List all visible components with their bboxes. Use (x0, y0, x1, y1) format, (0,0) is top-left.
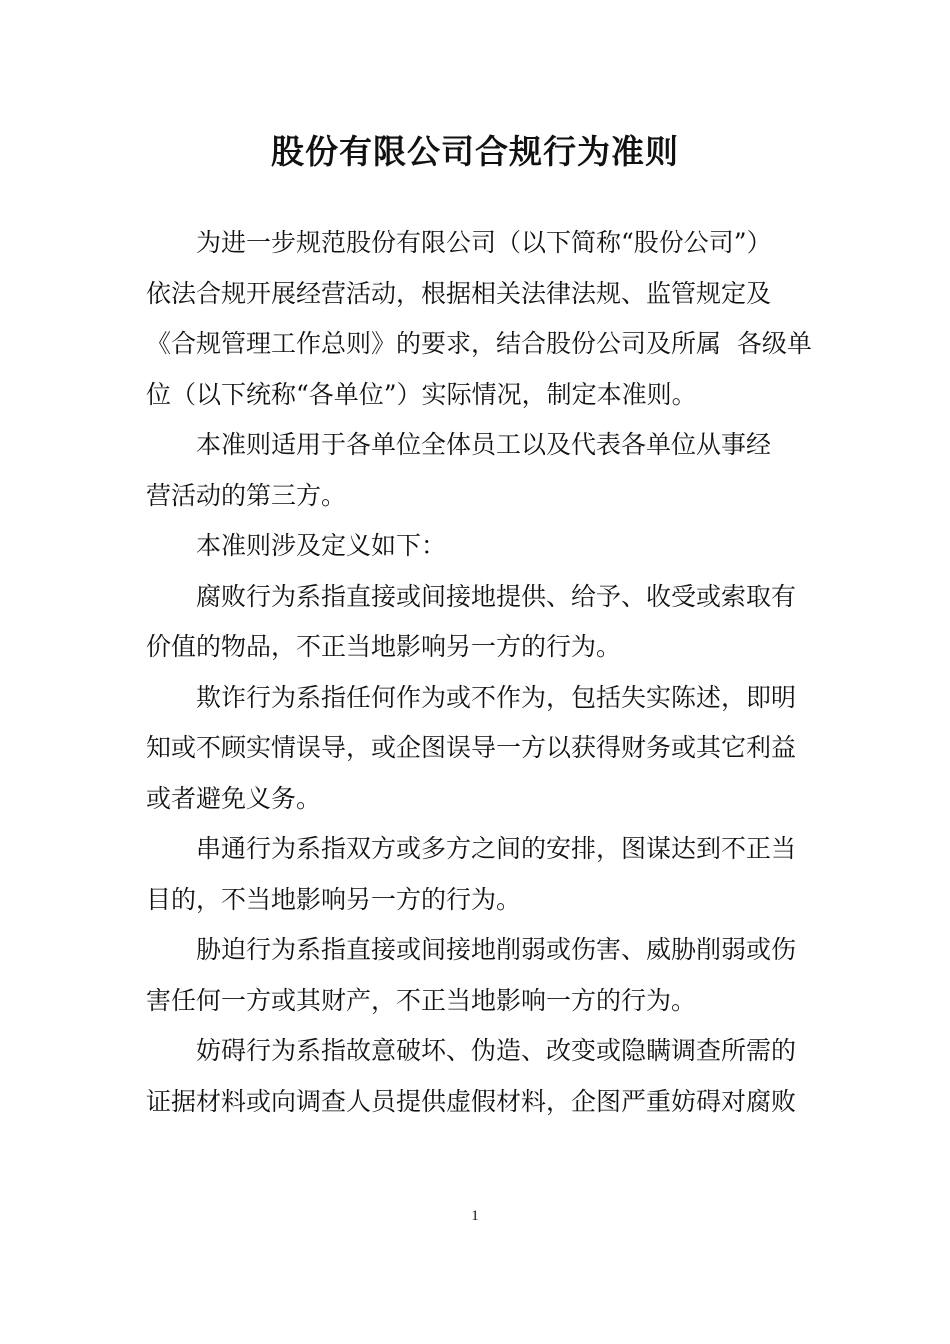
paragraph-line: 目的，不当地影响另一方的行为。 (146, 884, 522, 914)
paragraph-purpose (146, 218, 826, 420)
paragraph-definitions-intro (146, 521, 826, 572)
paragraph-line: 串通行为系指双方或多方之间的安排，图谋达到不正当 (196, 834, 797, 863)
paragraph-line: 位（以下统称“各单位”）实际情况，制定本准则。 (146, 379, 697, 409)
paragraph-line: 害任何一方或其财产，不正当地影响一方的行为。 (146, 985, 697, 1015)
paragraph-line: 证据材料或向调查人员提供虚假材料，企图严重妨碍对腐败 (146, 1086, 797, 1116)
paragraph-line: 本准则涉及定义如下： (196, 531, 447, 560)
paragraph-obstruction (146, 1026, 826, 1127)
paragraph-line: 妨碍行为系指故意破坏、伪造、改变或隐瞒调查所需的 (196, 1036, 797, 1065)
paragraph-collusion (146, 824, 826, 925)
paragraph-line: 为进一步规范股份有限公司（以下简称“股份公司”） (196, 228, 772, 257)
paragraph-line: 胁迫行为系指直接或间接地削弱或伤害、威胁削弱或伤 (196, 935, 797, 964)
paragraph-line: 欺诈行为系指任何作为或不作为，包括失实陈述，即明 (196, 682, 797, 712)
paragraph-line: 价值的物品，不正当地影响另一方的行为。 (146, 632, 622, 661)
paragraph-line: 依法合规开展经营活动，根据相关法律法规、监管规定及 (146, 278, 772, 308)
document-body (146, 218, 826, 1127)
paragraph-line: 知或不顾实情误导，或企图误导一方以获得财务或其它利益 (146, 733, 797, 762)
paragraph-line: 腐败行为系指直接或间接地提供、给予、收受或索取有 (196, 581, 797, 611)
paragraph-line: 《合规管理工作总则》的要求，结合股份公司及所属 各级单 (146, 329, 812, 358)
paragraph-fraud (146, 673, 826, 825)
document-title: 股份有限公司合规行为准则 (271, 132, 679, 171)
paragraph-corruption (146, 572, 826, 673)
paragraph-scope (146, 420, 826, 521)
paragraph-line: 或者避免义务。 (146, 783, 322, 813)
paragraph-line: 本准则适用于各单位全体员工以及代表各单位从事经 (196, 430, 772, 459)
paragraph-line: 营活动的第三方。 (146, 480, 347, 510)
paragraph-coercion (146, 925, 826, 1026)
page-number: 1 (471, 1208, 479, 1224)
